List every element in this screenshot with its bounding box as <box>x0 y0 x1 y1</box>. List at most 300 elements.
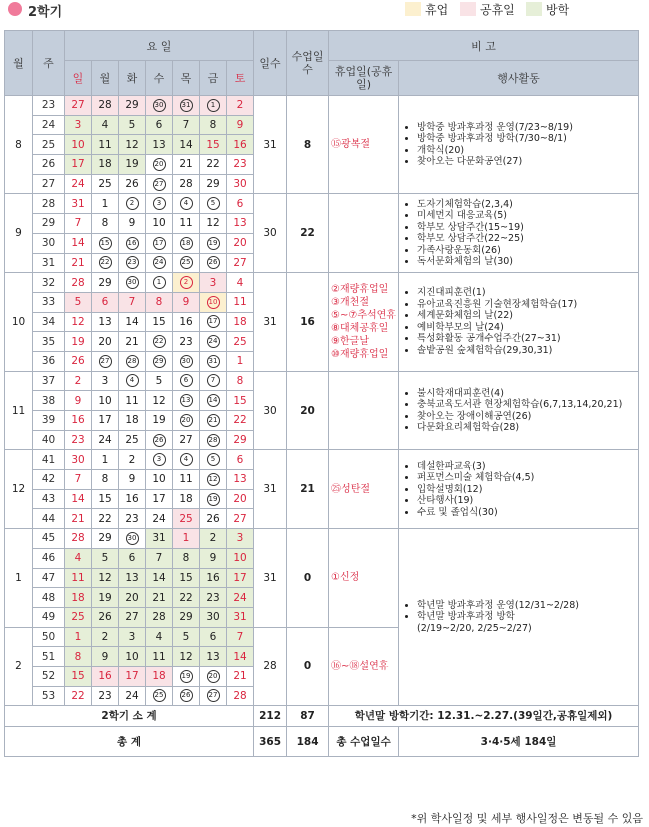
day-number: 8 <box>209 119 217 132</box>
month-cell: 11 <box>5 371 33 450</box>
event-item: • 다문화요리체험학습(28) <box>417 422 634 434</box>
legend-swatch-closed <box>405 2 421 16</box>
day-number: 25 <box>180 256 193 269</box>
day-number: 7 <box>182 119 190 132</box>
day-cell <box>200 312 227 332</box>
total-value: 3·4·5세 184일 <box>399 727 639 757</box>
holiday-item: ⑮광복절 <box>331 139 371 151</box>
day-number: 31 <box>207 355 220 368</box>
day-number: 27 <box>153 178 166 191</box>
day-number: 13 <box>125 571 139 584</box>
day-number: 5 <box>155 374 163 387</box>
day-number: 20 <box>125 591 139 604</box>
week-number: 40 <box>33 430 65 450</box>
day-number: 4 <box>180 197 193 210</box>
event-item: • 유아교육진흥원 기술현장체험학습(17) <box>417 299 634 311</box>
col-remarks: 비 고 <box>329 31 639 61</box>
day-cell <box>119 548 146 568</box>
col-school-days: 수업일수 <box>287 31 329 96</box>
day-cell <box>92 214 119 234</box>
day-number: 16 <box>206 571 220 584</box>
subtotal-label: 2학기 소 계 <box>5 706 254 727</box>
day-cell <box>119 292 146 312</box>
day-cell <box>119 627 146 647</box>
day-cell <box>200 568 227 588</box>
day-number: 6 <box>101 296 109 309</box>
day-number: 23 <box>206 591 220 604</box>
day-number: 2 <box>236 99 244 112</box>
event-item: • 입학설명회(12) <box>417 484 634 496</box>
month-cell: 8 <box>5 96 33 194</box>
events-cell <box>399 371 639 450</box>
day-number: 26 <box>98 611 112 624</box>
day-cell <box>119 332 146 352</box>
subtotal-days: 212 <box>254 706 287 727</box>
day-number: 29 <box>153 355 166 368</box>
day-number: 22 <box>99 256 112 269</box>
day-number: 19 <box>152 414 166 427</box>
day-cell <box>227 273 254 293</box>
day-cell <box>65 489 92 509</box>
subtotal-note: 학년말 방학기간: 12.31.~2.27.(39일간,공휴일제외) <box>329 706 639 727</box>
day-number: 28 <box>71 532 85 545</box>
day-number: 12 <box>179 650 193 663</box>
day-cell <box>119 351 146 371</box>
day-cell <box>146 470 173 490</box>
day-cell <box>92 371 119 391</box>
day-cell <box>173 548 200 568</box>
week-number: 25 <box>33 135 65 155</box>
day-number: 10 <box>98 394 112 407</box>
month-days: 31 <box>254 529 287 627</box>
day-cell <box>200 135 227 155</box>
day-number: 10 <box>152 217 166 230</box>
day-cell <box>146 96 173 116</box>
day-number: 6 <box>236 453 244 466</box>
day-number: 19 <box>180 670 193 683</box>
day-cell <box>227 529 254 549</box>
day-cell <box>227 135 254 155</box>
event-item: • 방학중 방과후과정 방학(7/30~8/1) <box>417 133 634 145</box>
day-number: 28 <box>152 611 166 624</box>
week-row <box>5 96 639 116</box>
month-days: 30 <box>254 194 287 273</box>
day-cell <box>173 391 200 411</box>
month-cell: 1 <box>5 529 33 627</box>
day-cell <box>173 273 200 293</box>
day-number: 4 <box>74 552 82 565</box>
events-cell <box>399 273 639 371</box>
day-cell <box>92 233 119 253</box>
week-number: 35 <box>33 332 65 352</box>
day-cell <box>146 509 173 529</box>
day-cell <box>146 450 173 470</box>
day-number: 19 <box>71 335 85 348</box>
col-week: 주 <box>33 31 65 96</box>
week-row <box>5 529 639 549</box>
day-cell <box>146 489 173 509</box>
day-cell <box>173 214 200 234</box>
day-cell <box>146 174 173 194</box>
day-number: 29 <box>98 532 112 545</box>
day-cell <box>65 115 92 135</box>
month-cell: 12 <box>5 450 33 529</box>
day-cell <box>227 647 254 667</box>
day-number: 2 <box>128 453 136 466</box>
day-number: 27 <box>207 689 220 702</box>
day-number: 30 <box>180 355 193 368</box>
day-cell <box>92 115 119 135</box>
day-cell <box>200 371 227 391</box>
month-cell: 9 <box>5 194 33 273</box>
event-item: • 지진대피훈련(1) <box>417 287 634 299</box>
day-number: 1 <box>207 99 220 112</box>
day-number: 7 <box>207 374 220 387</box>
day-cell <box>146 391 173 411</box>
event-item: • 미세먼지 대응교육(5) <box>417 210 634 222</box>
holiday-cell <box>329 371 399 450</box>
week-number: 33 <box>33 292 65 312</box>
day-number: 24 <box>152 512 166 525</box>
day-number: 13 <box>98 315 112 328</box>
holiday-item: ⑨한글날 <box>331 335 369 347</box>
month-days: 30 <box>254 371 287 450</box>
day-number: 11 <box>179 473 193 486</box>
day-number: 26 <box>206 512 220 525</box>
day-cell <box>65 233 92 253</box>
day-number: 11 <box>98 138 112 151</box>
day-number: 21 <box>71 512 85 525</box>
day-cell <box>92 627 119 647</box>
day-cell <box>119 253 146 273</box>
day-number: 6 <box>236 197 244 210</box>
day-number: 3 <box>209 276 217 289</box>
week-number: 24 <box>33 115 65 135</box>
day-cell <box>173 292 200 312</box>
day-cell <box>200 588 227 608</box>
day-number: 14 <box>152 571 166 584</box>
day-number: 30 <box>126 532 139 545</box>
day-cell <box>92 351 119 371</box>
total-school: 184 <box>287 727 329 757</box>
day-cell <box>65 292 92 312</box>
day-cell <box>200 96 227 116</box>
day-cell <box>200 214 227 234</box>
legend-swatch-holiday <box>460 2 476 16</box>
day-cell <box>146 568 173 588</box>
day-cell <box>119 509 146 529</box>
month-school-days: 8 <box>287 96 329 194</box>
day-number: 12 <box>71 315 85 328</box>
day-cell <box>200 489 227 509</box>
holiday-item: ⑯~⑱설연휴 <box>331 660 389 672</box>
day-cell <box>92 332 119 352</box>
day-number: 5 <box>101 552 109 565</box>
day-number: 19 <box>207 237 220 250</box>
day-number: 20 <box>153 158 166 171</box>
day-number: 22 <box>98 512 112 525</box>
day-number: 6 <box>209 630 217 643</box>
day-cell <box>200 529 227 549</box>
holiday-cell <box>329 529 399 627</box>
week-row <box>5 273 639 293</box>
event-item: • 방학중 방과후과정 운영(7/23~8/19) <box>417 122 634 134</box>
day-number: 2 <box>101 630 109 643</box>
day-cell <box>227 450 254 470</box>
day-number: 3 <box>74 119 82 132</box>
day-number: 28 <box>233 689 247 702</box>
event-item: • 독서문화체험의 날(30) <box>417 256 634 268</box>
day-cell <box>92 489 119 509</box>
day-cell <box>65 332 92 352</box>
day-number: 10 <box>125 650 139 663</box>
day-number: 3 <box>236 532 244 545</box>
day-number: 13 <box>233 473 247 486</box>
week-number: 32 <box>33 273 65 293</box>
day-number: 26 <box>207 256 220 269</box>
day-cell <box>173 312 200 332</box>
day-cell <box>65 509 92 529</box>
day-number: 15 <box>179 571 193 584</box>
week-number: 23 <box>33 96 65 116</box>
day-cell <box>146 647 173 667</box>
day-number: 16 <box>179 315 193 328</box>
day-number: 16 <box>233 138 247 151</box>
day-cell <box>227 253 254 273</box>
day-number: 19 <box>98 591 112 604</box>
day-cell <box>227 607 254 627</box>
day-cell <box>92 194 119 214</box>
day-number: 25 <box>98 178 112 191</box>
day-number: 9 <box>182 296 190 309</box>
day-cell <box>65 548 92 568</box>
day-cell <box>65 214 92 234</box>
day-number: 1 <box>236 355 244 368</box>
day-number: 18 <box>98 158 112 171</box>
day-cell <box>227 194 254 214</box>
day-number: 20 <box>98 335 112 348</box>
events-cell <box>399 194 639 273</box>
day-cell <box>146 312 173 332</box>
day-cell <box>119 371 146 391</box>
day-cell <box>200 686 227 706</box>
day-number: 21 <box>152 591 166 604</box>
day-number: 31 <box>233 611 247 624</box>
week-number: 42 <box>33 470 65 490</box>
day-number: 8 <box>182 552 190 565</box>
week-number: 31 <box>33 253 65 273</box>
header-bar <box>8 0 638 22</box>
day-cell <box>227 174 254 194</box>
day-cell <box>65 273 92 293</box>
total-label: 총 계 <box>5 727 254 757</box>
day-cell <box>146 666 173 686</box>
month-school-days: 16 <box>287 273 329 371</box>
day-cell <box>200 647 227 667</box>
day-number: 16 <box>125 493 139 506</box>
holiday-cell <box>329 273 399 371</box>
week-number: 27 <box>33 174 65 194</box>
day-cell <box>173 351 200 371</box>
day-number: 20 <box>233 493 247 506</box>
day-number: 19 <box>125 158 139 171</box>
day-number: 27 <box>179 434 193 447</box>
day-cell <box>146 214 173 234</box>
day-cell <box>227 312 254 332</box>
day-number: 15 <box>99 237 112 250</box>
day-header: 일 <box>65 61 92 96</box>
legend-holiday: 공휴일 <box>480 3 515 17</box>
day-number: 7 <box>236 630 244 643</box>
day-cell <box>200 607 227 627</box>
footnote: *위 학사일정 및 세부 행사일정은 변동될 수 있음 <box>411 812 643 825</box>
day-number: 23 <box>71 434 85 447</box>
day-number: 7 <box>74 473 82 486</box>
day-number: 31 <box>71 197 85 210</box>
day-cell <box>227 489 254 509</box>
day-cell <box>119 686 146 706</box>
week-number: 34 <box>33 312 65 332</box>
day-number: 23 <box>233 158 247 171</box>
day-cell <box>146 529 173 549</box>
day-number: 8 <box>236 374 244 387</box>
day-cell <box>65 391 92 411</box>
day-number: 14 <box>233 650 247 663</box>
holiday-item: ②재량휴업일 <box>331 283 389 295</box>
event-item: • 수료 및 졸업식(30) <box>417 507 634 519</box>
day-cell <box>200 174 227 194</box>
day-number: 17 <box>153 237 166 250</box>
day-number: 6 <box>180 374 193 387</box>
day-number: 30 <box>206 611 220 624</box>
day-number: 14 <box>71 493 85 506</box>
day-cell <box>92 686 119 706</box>
event-item: • 학년말 방과후과정 방학 <box>417 611 634 623</box>
day-number: 10 <box>233 552 247 565</box>
day-cell <box>200 548 227 568</box>
day-number: 16 <box>98 670 112 683</box>
day-number: 29 <box>179 611 193 624</box>
day-cell <box>173 529 200 549</box>
day-number: 20 <box>207 670 220 683</box>
day-cell <box>173 666 200 686</box>
day-number: 1 <box>153 276 166 289</box>
day-number: 5 <box>182 630 190 643</box>
day-number: 9 <box>128 217 136 230</box>
day-cell <box>173 371 200 391</box>
holiday-item: ③개천절 <box>331 296 369 308</box>
day-number: 14 <box>71 237 85 250</box>
event-item: • 찾아오는 장애이해공연(26) <box>417 411 634 423</box>
day-cell <box>65 647 92 667</box>
day-number: 28 <box>98 99 112 112</box>
day-number: 25 <box>179 512 193 525</box>
day-cell <box>146 588 173 608</box>
day-number: 9 <box>101 650 109 663</box>
day-cell <box>173 568 200 588</box>
day-number: 24 <box>153 256 166 269</box>
day-number: 3 <box>153 197 166 210</box>
day-number: 29 <box>233 434 247 447</box>
holiday-item: ⑩재량휴업일 <box>331 348 389 360</box>
holiday-cell <box>329 194 399 273</box>
day-number: 23 <box>125 512 139 525</box>
event-item: • 가족사랑운동회(26) <box>417 245 634 257</box>
day-cell <box>92 529 119 549</box>
day-cell <box>227 332 254 352</box>
day-cell <box>227 509 254 529</box>
day-cell <box>146 135 173 155</box>
day-cell <box>65 253 92 273</box>
day-cell <box>92 174 119 194</box>
day-number: 9 <box>209 552 217 565</box>
day-number: 12 <box>125 138 139 151</box>
day-number: 27 <box>233 512 247 525</box>
events-cell <box>399 96 639 194</box>
day-number: 16 <box>71 414 85 427</box>
holiday-item: ⑧대체공휴일 <box>331 322 389 334</box>
month-cell: 2 <box>5 627 33 706</box>
subtotal-school: 87 <box>287 706 329 727</box>
day-cell <box>119 214 146 234</box>
event-item: • 퍼포먼스미술 체험학습(4,5) <box>417 472 634 484</box>
week-number: 50 <box>33 627 65 647</box>
day-number: 14 <box>125 315 139 328</box>
title-dot-icon <box>8 2 22 16</box>
day-number: 24 <box>98 434 112 447</box>
day-cell <box>146 411 173 431</box>
day-cell <box>173 686 200 706</box>
day-header: 목 <box>173 61 200 96</box>
day-number: 29 <box>206 178 220 191</box>
day-number: 13 <box>206 650 220 663</box>
day-cell <box>173 194 200 214</box>
event-item: • 학부모 상담주간(15~19) <box>417 222 634 234</box>
week-number: 52 <box>33 666 65 686</box>
day-number: 10 <box>207 296 220 309</box>
week-number: 41 <box>33 450 65 470</box>
day-cell <box>65 607 92 627</box>
day-cell <box>119 529 146 549</box>
day-cell <box>119 489 146 509</box>
day-number: 3 <box>101 374 109 387</box>
day-header: 토 <box>227 61 254 96</box>
day-number: 11 <box>179 217 193 230</box>
day-cell <box>119 568 146 588</box>
day-cell <box>227 233 254 253</box>
day-cell <box>65 627 92 647</box>
day-cell <box>92 666 119 686</box>
day-cell <box>119 607 146 627</box>
day-cell <box>92 312 119 332</box>
day-cell <box>119 666 146 686</box>
day-cell <box>119 391 146 411</box>
day-cell <box>200 666 227 686</box>
day-number: 18 <box>152 670 166 683</box>
day-number: 30 <box>153 99 166 112</box>
day-cell <box>173 470 200 490</box>
day-header: 수 <box>146 61 173 96</box>
event-item: • 데설한파교육(3) <box>417 461 634 473</box>
col-days: 일수 <box>254 31 287 96</box>
day-cell <box>173 430 200 450</box>
day-number: 13 <box>180 394 193 407</box>
day-cell <box>92 647 119 667</box>
day-cell <box>227 470 254 490</box>
week-number: 51 <box>33 647 65 667</box>
day-number: 22 <box>153 335 166 348</box>
day-number: 15 <box>206 138 220 151</box>
